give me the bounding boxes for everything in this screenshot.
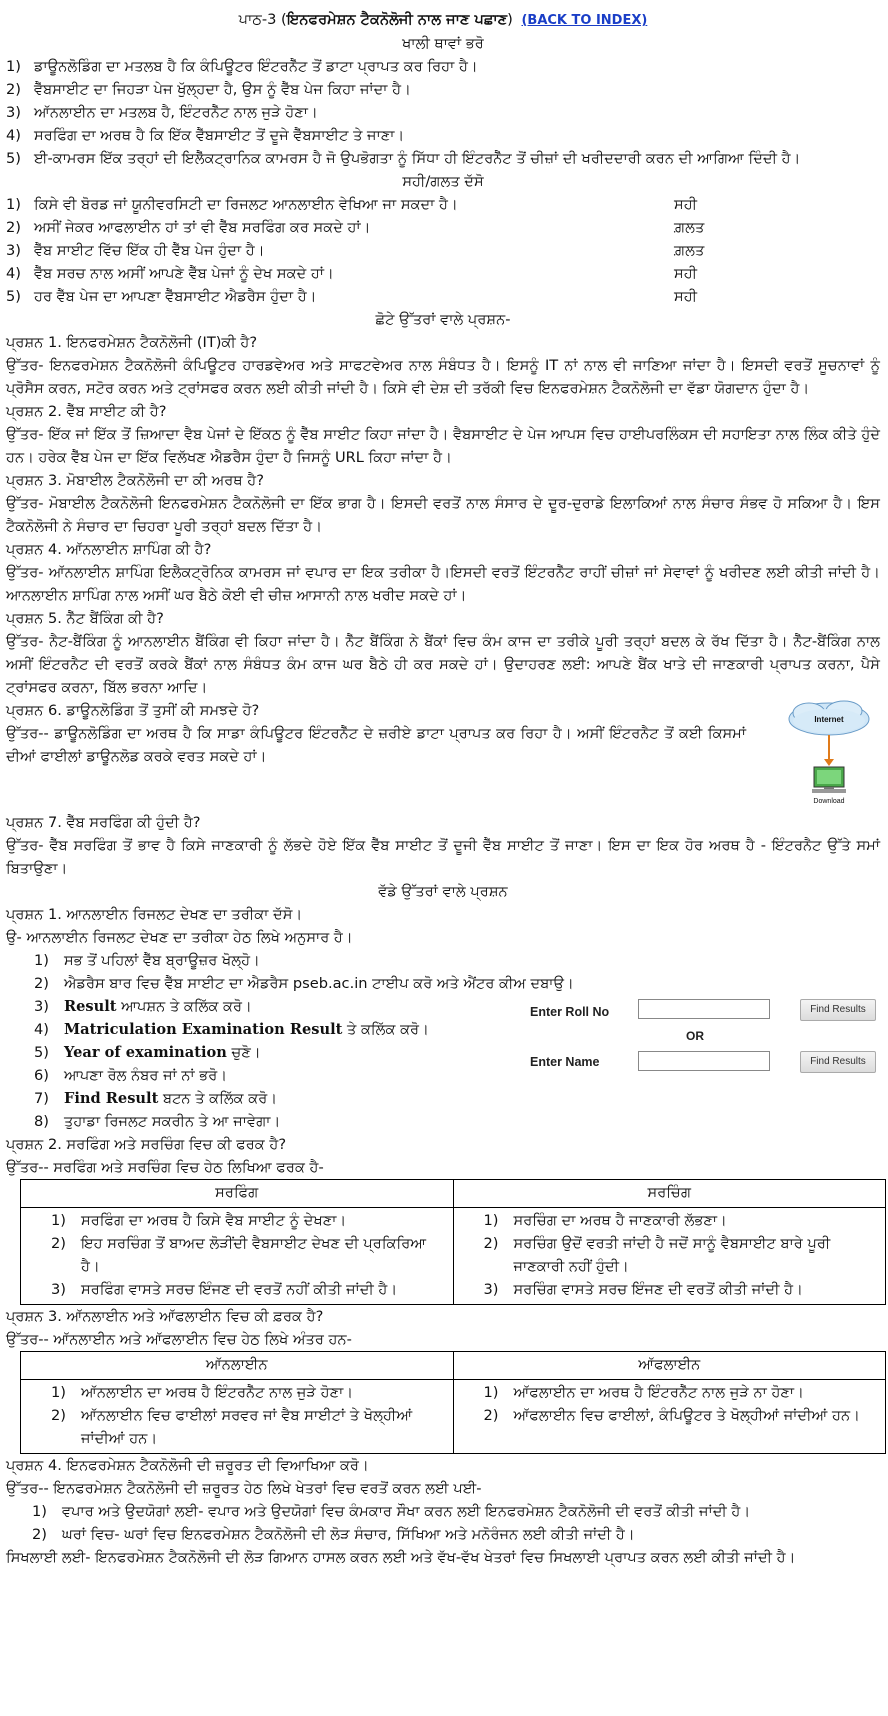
answer: ਸਿਖਲਾਈ ਲਈ- ਇਨਫਰਮੇਸ਼ਨ ਟੈਕਨੋਲੋਜੀ ਦੀ ਲੋੜ ਗਿਆਨ ਹਾਸਲ ਕਰਨ ਲਈ ਅਤੇ ਵੱਖ-ਵੱਖ ਖੇਤਰਾਂ ਵਿਚ ਸਿਖਲਾਈ ਪ੍ਰਾਪਤ ਕਰਨ ਲਈ ਕੀਤੀ ਜਾਂਦੀ ਹੈ।: [6, 1549, 796, 1566]
item-text: ਡਾਊਨਲੋਡਿੰਗ ਦਾ ਮਤਲਬ ਹੈ ਕਿ ਕੰਪਿਊਟਰ ਇੰਟਰਨੈੱਟ ਤੋਂ ਡਾਟਾ ਪ੍ਰਾਪਤ ਕਰ ਰਿਹਾ ਹੈ।: [34, 58, 478, 75]
item-number: 2): [32, 1526, 47, 1543]
list-item: [6, 285, 880, 308]
item-text: ਘਰਾਂ ਵਿਚ- ਘਰਾਂ ਵਿਚ ਇਨਫਰਮੇਸ਼ਨ ਟੈਕਨੋਲੋਜੀ ਦੀ ਲੋੜ ਸੰਚਾਰ, ਸਿੱਖਿਆ ਅਤੇ ਮਨੋਰੰਜਨ ਲਈ ਕੀਤੀ ਜਾਂਦੀ ਹੈ।: [62, 1526, 635, 1543]
computer-icon: [812, 767, 846, 793]
true-false-heading: ਸਹੀ/ਗਲਤ ਦੱਸੋ: [402, 173, 484, 190]
item-answer: ਸਹੀ: [674, 196, 698, 213]
fill-blanks-heading: ਖਾਲੀ ਥਾਵਾਂ ਭਰੋ: [402, 35, 484, 52]
item-number: 1): [32, 1503, 47, 1520]
question: ਪ੍ਰਸ਼ਨ 3. ਮੋਬਾਈਲ ਟੈਕਨੋਲੋਜੀ ਦਾ ਕੀ ਅਰਥ ਹੈ?: [6, 472, 264, 489]
item-text: ਤੁਹਾਡਾ ਰਿਜਲਟ ਸਕਰੀਨ ਤੇ ਆ ਜਾਵੇਗਾ।: [64, 1113, 281, 1130]
item-english: Year of examination: [64, 1044, 227, 1061]
table-cell: [21, 1380, 454, 1454]
item-text: ਆਪਸ਼ਨ ਤੇ ਕਲਿੱਕ ਕਰੋ।: [116, 998, 252, 1015]
answer: ਉੱਤਰ- ਇੱਕ ਜਾਂ ਇੱਕ ਤੋਂ ਜ਼ਿਆਦਾ ਵੈਬ ਪੇਜਾਂ ਦੇ ਇੱਕਠ ਨੂੰ ਵੈੱਬ ਸਾਈਟ ਕਿਹਾ ਜਾਂਦਾ ਹੈ। ਵੈਬਸਾਈਟ ਦੇ ਪੇਜ ਆਪਸ ਵਿਚ ਹਾਈਪਰਲਿੰਕਸ ਦੀ ਸਹਾਇਤਾ ਨਾਲ ਲਿੰਕ ਕੀਤੇ ਹੁੰਦੇ ਹਨ। ਹਰੇਕ ਵੈੱਬ ਪੇਜ ਦਾ ਇੱਕ ਵਿਲੱਖਣ ਐਡਰੈਸ ਹੁੰਦਾ ਹੈ ਜਿਸਨੂੰ URL ਕਿਹਾ ਜਾਂਦਾ ਹੈ।: [6, 426, 880, 466]
item-text: ਆੱਨਲਾਈਨ ਦਾ ਮਤਲਬ ਹੈ, ਇੰਟਰਨੈੱਟ ਨਾਲ ਜੁੜੇ ਹੋਣਾ।: [34, 104, 318, 121]
item-text: ਸਰਫਿੰਗ ਦਾ ਅਰਥ ਹੈ ਕਿਸੇ ਵੈਬ ਸਾਈਟ ਨੂੰ ਦੇਖਣਾ।: [81, 1212, 347, 1229]
list-item: [484, 1404, 882, 1427]
item-text: ਸਰਫਿੰਗ ਦਾ ਅਰਥ ਹੈ ਕਿ ਇੱਕ ਵੈੱਬਸਾਈਟ ਤੋਂ ਦੂਜੇ ਵੈੱਬਸਾਈਟ ਤੇ ਜਾਣਾ।: [34, 127, 405, 144]
item-text: ਬਟਨ ਤੇ ਕਲਿੱਕ ਕਰੋ।: [158, 1090, 278, 1107]
list-item: [34, 972, 880, 995]
list-item: [6, 124, 880, 147]
item-text: ਸਰਚਿੰਗ ਵਾਸਤੇ ਸਰਚ ਇੰਜਣ ਦੀ ਵਰਤੋਂ ਕੀਤੀ ਜਾਂਦੀ ਹੈ।: [513, 1281, 803, 1298]
question: ਪ੍ਰਸ਼ਨ 2. ਵੈੱਬ ਸਾਈਟ ਕੀ ਹੈ?: [6, 403, 167, 420]
item-text: ਆੱਨਲਾਈਨ ਵਿਚ ਫਾਈਲਾਂ ਸਰਵਰ ਜਾਂ ਵੈਬ ਸਾਈਟਾਂ ਤੇ ਖੋਲ੍ਹੀਆਂ ਜਾਂਦੀਆਂ ਹਨ।: [81, 1407, 413, 1447]
name-label: Enter Name: [530, 1055, 600, 1069]
title-prefix: ਪਾਠ-3 (: [238, 11, 287, 28]
question: ਪ੍ਰਸ਼ਨ 4. ਆੱਨਲਾਈਨ ਸ਼ਾਪਿੰਗ ਕੀ ਹੈ?: [6, 541, 212, 558]
item-number: 6): [34, 1067, 49, 1084]
question: ਪ੍ਰਸ਼ਨ 6. ਡਾਊਨਲੋਡਿੰਗ ਤੋਂ ਤੁਸੀਂ ਕੀ ਸਮਝਦੇ ਹੋ?: [6, 702, 260, 719]
answer: ਉੱਤਰ-- ਇਨਫਰਮੇਸ਼ਨ ਟੈਕਨੋਲੋਜੀ ਦੀ ਜ਼ਰੂਰਤ ਹੇਠ ਲਿਖੇ ਖੇਤਰਾਂ ਵਿਚ ਵਰਤੋਂ ਕਰਨ ਲਈ ਪਈ-: [6, 1480, 482, 1497]
item-number: 4): [6, 265, 21, 282]
true-false-list: [6, 193, 880, 308]
item-number: 2): [6, 219, 21, 236]
list-item: [484, 1209, 882, 1232]
title-suffix: ): [507, 11, 513, 28]
answer: ਉੱਤਰ- ਨੈਟ-ਬੈਂਕਿੰਗ ਨੂੰ ਆਨਲਾਈਨ ਬੈਂਕਿੰਗ ਵੀ ਕਿਹਾ ਜਾਂਦਾ ਹੈ। ਨੈੱਟ ਬੈਂਕਿੰਗ ਨੇ ਬੈਂਕਾਂ ਵਿਚ ਕੰਮ ਕਾਜ ਦਾ ਤਰੀਕੇ ਪੂਰੀ ਤਰ੍ਹਾਂ ਬਦਲ ਕੇ ਰੱਖ ਦਿੱਤਾ ਹੈ। ਨੈੱਟ-ਬੈਂਕਿੰਗ ਨਾਲ ਅਸੀਂ ਇੰਟਰਨੈਟ ਦੀ ਵਰਤੋਂ ਕਰਕੇ ਬੈਂਕਾਂ ਨਾਲ ਸੰਬੰਧਤ ਕੰਮ ਕਾਜ ਘਰ ਬੈਠੇ ਹੀ ਕਰ ਸਕਦੇ ਹਾਂ। ਉਦਾਹਰਣ ਲਈ: ਆਪਣੇ ਬੈਂਕ ਖਾਤੇ ਦੀ ਜਾਣਕਾਰੀ ਪ੍ਰਾਪਤ ਕਰਨਾ, ਪੈਸੇ ਟ੍ਰਾਂਸਫਰ ਕਰਨਾ, ਬਿੱਲ ਭਰਨਾ ਆਦਿ।: [6, 633, 880, 696]
item-text: ਸਰਚਿੰਗ ਉਦੋਂ ਵਰਤੀ ਜਾਂਦੀ ਹੈ ਜਦੋਂ ਸਾਨੂੰ ਵੈਬਸਾਈਟ ਬਾਰੇ ਪੂਰੀ ਜਾਣਕਾਰੀ ਨਹੀਂ ਹੁੰਦੀ।: [513, 1235, 831, 1275]
item-number: 1): [6, 196, 21, 213]
list-item: [6, 101, 880, 124]
item-text: ਆੱਫਲਾਈਨ ਵਿਚ ਫਾਈਲਾਂ, ਕੰਪਿਊਟਰ ਤੇ ਖੋਲ੍ਹੀਆਂ ਜਾਂਦੀਆਂ ਹਨ।: [513, 1407, 860, 1424]
item-text: ਆੱਨਲਾਈਨ ਦਾ ਅਰਥ ਹੈ ਇੰਟਰਨੈੱਟ ਨਾਲ ਜੁੜੇ ਹੋਣਾ।: [81, 1384, 354, 1401]
list-item: [6, 55, 880, 78]
fill-blanks-list: [6, 55, 880, 170]
list-item: [6, 239, 880, 262]
list-item: [484, 1232, 882, 1278]
item-answer: ਸਹੀ: [674, 288, 698, 305]
or-label: OR: [686, 1029, 704, 1043]
answer: ਉੱਤਰ- ਵੈੱਬ ਸਰਫਿੰਗ ਤੋਂ ਭਾਵ ਹੈ ਕਿਸੇ ਜਾਣਕਾਰੀ ਨੂੰ ਲੱਭਦੇ ਹੋਏ ਇੱਕ ਵੈੱਬ ਸਾਈਟ ਤੋਂ ਦੂਜੀ ਵੈੱਬ ਸਾਈਟ ਤੋਂ ਜਾਣਾ। ਇਸ ਦਾ ਇਕ ਹੋਰ ਅਰਥ ਹੈ - ਇੰਟਰਨੈਟ ਉੱਤੇ ਸਮਾਂ ਬਿਤਾਉਣਾ।: [6, 837, 881, 877]
list-item: [6, 147, 880, 170]
item-number: 2): [51, 1235, 66, 1252]
answer: ਉੱਤਰ-- ਆੱਨਲਾਈਨ ਅਤੇ ਆੱਫਲਾਈਨ ਵਿਚ ਹੇਠ ਲਿਖੇ ਅੰਤਰ ਹਨ-: [6, 1331, 352, 1348]
item-answer: ਗ਼ਲਤ: [674, 219, 705, 236]
table-header: ਸਰਫਿੰਗ: [21, 1180, 454, 1208]
list-item: [6, 262, 880, 285]
list-item: [51, 1209, 449, 1232]
item-number: 3): [6, 104, 21, 121]
internet-label: Internet: [814, 715, 844, 724]
list-item: [51, 1404, 449, 1450]
table-header: ਆੱਫਲਾਈਨ: [453, 1352, 886, 1380]
online-offline-table: [20, 1351, 886, 1454]
item-text: ਸਰਫਿੰਗ ਵਾਸਤੇ ਸਰਚ ਇੰਜਣ ਦੀ ਵਰਤੋਂ ਨਹੀਂ ਕੀਤੀ ਜਾਂਦੀ ਹੈ।: [81, 1281, 398, 1298]
internet-download-illustration: [784, 699, 874, 807]
list-item: [32, 1523, 880, 1546]
item-number: 5): [6, 150, 21, 167]
list-item: [51, 1232, 449, 1278]
answer: ਉੱਤਰ- ਮੋਬਾਈਲ ਟੈਕਨੋਲੋਜੀ ਇਨਫਰਮੇਸ਼ਨ ਟੈਕਨੋਲੋਜੀ ਦਾ ਇੱਕ ਭਾਗ ਹੈ। ਇਸਦੀ ਵਰਤੋਂ ਨਾਲ ਸੰਸਾਰ ਦੇ ਦੂਰ-ਦੁਰਾਡੇ ਇਲਾਕਿਆਂ ਨਾਲ ਸੰਚਾਰ ਸੰਭਵ ਹੋ ਸਕਿਆ ਹੈ। ਇਸ ਟੈਕਨੋਲੋਜੀ ਨੇ ਸੰਚਾਰ ਦਾ ਚਿਹਰਾ ਪੂਰੀ ਤਰ੍ਹਾਂ ਬਦਲ ਦਿੱਤਾ ਹੈ।: [6, 495, 880, 535]
item-number: 1): [51, 1212, 66, 1229]
question: ਪ੍ਰਸ਼ਨ 1. ਆਨਲਾਈਨ ਰਿਜਲਟ ਦੇਖਣ ਦਾ ਤਰੀਕਾ ਦੱਸੋ।: [6, 906, 303, 923]
item-english: Result: [64, 998, 117, 1015]
item-number: 3): [34, 998, 49, 1015]
name-input[interactable]: [638, 1051, 770, 1071]
find-results-button[interactable]: Find Results: [800, 1051, 876, 1073]
list-item: [51, 1278, 449, 1301]
answer: ਉੱਤਰ-- ਸਰਫਿੰਗ ਅਤੇ ਸਰਚਿੰਗ ਵਿਚ ਹੇਠ ਲਿਖਿਆ ਫਰਕ ਹੈ-: [6, 1159, 324, 1176]
table-header: ਸਰਚਿੰਗ: [453, 1180, 886, 1208]
item-text: ਵਪਾਰ ਅਤੇ ਉਦਯੋਗਾਂ ਲਈ- ਵਪਾਰ ਅਤੇ ਉਦਯੋਗਾਂ ਵਿਚ ਕੰਮਕਾਰ ਸੌਖਾ ਕਰਨ ਲਈ ਇਨਫਰਮੇਸ਼ਨ ਟੈਕਨੋਲੋਜੀ ਦੀ ਵਰਤੋਂ ਕੀਤੀ ਜਾਂਦੀ ਹੈ।: [62, 1503, 751, 1520]
item-number: 3): [483, 1281, 499, 1298]
answer: ਉੱਤਰ- ਇਨਫਰਮੇਸ਼ਨ ਟੈਕਨੋਲੋਜੀ ਕੰਪਿਊਟਰ ਹਾਰਡਵੇਅਰ ਅਤੇ ਸਾਫਟਵੇਅਰ ਨਾਲ ਸੰਬੰਧਤ ਹੈ। ਇਸਨੂੰ IT ਨਾਂ ਨਾਲ ਵੀ ਜਾਣਿਆ ਜਾਂਦਾ ਹੈ। ਇਸਦੀ ਵਰਤੋਂ ਸੂਚਨਾਵਾਂ ਨੂੰ ਪ੍ਰੋਸੈਸ ਕਰਨ, ਸਟੋਰ ਕਰਨ ਅਤੇ ਟ੍ਰਾਂਸਫਰ ਕਰਨ ਲਈ ਕੀਤੀ ਜਾਂਦੀ ਹੈ। ਕਿਸੇ ਵੀ ਦੇਸ਼ ਦੀ ਤਰੱਕੀ ਵਿਚ ਇਨਫਰਮੇਸ਼ਨ ਟੈਕਨੋਲੋਜੀ ਦਾ ਵੱਡਾ ਯੋਗਦਾਨ ਹੁੰਦਾ ਹੈ।: [6, 357, 880, 397]
answer: ਉੱਤਰ-- ਡਾਊਨਲੋਡਿੰਗ ਦਾ ਅਰਥ ਹੈ ਕਿ ਸਾਡਾ ਕੰਪਿਊਟਰ ਇੰਟਰਨੈੱਟ ਦੇ ਜ਼ਰੀਏ ਡਾਟਾ ਪ੍ਰਾਪਤ ਕਰ ਰਿਹਾ ਹੈ। ਅਸੀਂ ਇੰਟਰਨੈਟ ਤੋਂ ਕਈ ਕਿਸਮਾਂ ਦੀਆਂ ਫਾਈਲਾਂ ਡਾਊਨਲੋਡ ਕਰਕੇ ਵਰਤ ਸਕਦੇ ਹਾਂ।: [6, 725, 746, 765]
item-number: 2): [483, 1235, 499, 1252]
back-to-index-link[interactable]: (BACK TO INDEX): [521, 13, 648, 28]
answer: ਉੱਤਰ- ਆੱਨਲਾਈਨ ਸ਼ਾਪਿੰਗ ਇਲੈਕਟ੍ਰੋਨਿਕ ਕਾਮਰਸ ਜਾਂ ਵਪਾਰ ਦਾ ਇਕ ਤਰੀਕਾ ਹੈ।ਇਸਦੀ ਵਰਤੋਂ ਇੰਟਰਨੈੱਟ ਰਾਹੀਂ ਚੀਜ਼ਾਂ ਜਾਂ ਸੇਵਾਵਾਂ ਨੂੰ ਖਰੀਦਣ ਲਈ ਕੀਤੀ ਜਾਂਦੀ ਹੈ। ਆਨਲਾਈਨ ਸ਼ਾਪਿੰਗ ਨਾਲ ਅਸੀਂ ਘਰ ਬੈਠੇ ਕੋਈ ਵੀ ਚੀਜ਼ ਆਸਾਨੀ ਨਾਲ ਖਰੀਦ ਸਕਦੇ ਹਾਂ।: [6, 564, 880, 604]
item-number: 2): [51, 1407, 66, 1424]
item-number: 3): [6, 242, 21, 259]
list-item: [34, 949, 880, 972]
item-text: ਹਰ ਵੈੱਬ ਪੇਜ ਦਾ ਆਪਣਾ ਵੈੱਬਸਾਈਟ ਐਡਰੈਸ ਹੁੰਦਾ ਹੈ।: [34, 288, 317, 305]
question: ਪ੍ਰਸ਼ਨ 4. ਇਨਫਰਮੇਸ਼ਨ ਟੈਕਨੋਲੋਜੀ ਦੀ ਜ਼ਰੂਰਤ ਦੀ ਵਿਆਖਿਆ ਕਰੋ।: [6, 1457, 369, 1474]
item-english: Find Result: [64, 1090, 159, 1107]
list-item: [6, 193, 880, 216]
list-item: [32, 1500, 880, 1523]
question: ਪ੍ਰਸ਼ਨ 7. ਵੈੱਬ ਸਰਫਿੰਗ ਕੀ ਹੁੰਦੀ ਹੈ?: [6, 814, 201, 831]
item-text: ਸਭ ਤੋਂ ਪਹਿਲਾਂ ਵੈੱਬ ਬ੍ਰਾਊਜ਼ਰ ਖੋਲ੍ਹੋ।: [64, 952, 260, 969]
list-item: [51, 1381, 449, 1404]
question: ਪ੍ਰਸ਼ਨ 2. ਸਰਫਿੰਗ ਅਤੇ ਸਰਚਿੰਗ ਵਿਚ ਕੀ ਫਰਕ ਹੈ?: [6, 1136, 287, 1153]
table-cell: [21, 1208, 454, 1305]
item-answer: ਸਹੀ: [674, 265, 698, 282]
question: ਪ੍ਰਸ਼ਨ 5. ਨੈੱਟ ਬੈਂਕਿੰਗ ਕੀ ਹੈ?: [6, 610, 164, 627]
list-item: [34, 1110, 880, 1133]
short-qa-heading: ਛੋਟੇ ਉੱਤਰਾਂ ਵਾਲੇ ਪ੍ਰਸ਼ਨ-: [375, 311, 511, 328]
roll-no-input[interactable]: [638, 999, 770, 1019]
item-number: 5): [34, 1044, 49, 1061]
item-number: 1): [483, 1384, 499, 1401]
list-item: [6, 78, 880, 101]
item-text: ਵੈੱਬ ਸਾਈਟ ਵਿੱਚ ਇੱਕ ਹੀ ਵੈੱਬ ਪੇਜ ਹੁੰਦਾ ਹੈ।: [34, 242, 265, 259]
table-cell: [453, 1208, 886, 1305]
item-number: 7): [34, 1090, 49, 1107]
find-results-button[interactable]: Find Results: [800, 999, 876, 1021]
item-number: 2): [483, 1407, 499, 1424]
item-number: 8): [34, 1113, 49, 1130]
item-text: ਈ-ਕਾਮਰਸ ਇੱਕ ਤਰ੍ਹਾਂ ਦੀ ਇਲੈੱਕਟ੍ਰਾਨਿਕ ਕਾਮਰਸ ਹੈ ਜੋ ਉਪਭੋਗਤਾ ਨੂੰ ਸਿੱਧਾ ਹੀ ਇੰਟਰਨੈੱਟ ਤੋਂ ਚੀਜ਼ਾਂ ਦੀ ਖਰੀਦਦਾਰੀ ਕਰਨ ਦੀ ਆਗਿਆ ਦਿੰਦੀ ਹੈ।: [34, 150, 801, 167]
result-steps-section: [6, 949, 880, 1133]
item-text: ਵੈੱਬ ਸਰਚ ਨਾਲ ਅਸੀਂ ਆਪਣੇ ਵੈੱਬ ਪੇਜਾਂ ਨੂੰ ਦੇਖ ਸਕਦੇ ਹਾਂ।: [34, 265, 334, 282]
result-form-illustration: [526, 997, 876, 1097]
title-text: ਇਨਫਰਮੇਸ਼ਨ ਟੈਕਨੋਲੋਜੀ ਨਾਲ ਜਾਣ ਪਛਾਣ: [286, 11, 508, 28]
it-needs-list: [6, 1500, 880, 1546]
item-text: ਐਡਰੈਸ ਬਾਰ ਵਿਚ ਵੈੱਬ ਸਾਈਟ ਦਾ ਐਡਰੈਸ pseb.ac.in ਟਾਈਪ ਕਰੋ ਅਤੇ ਐਂਟਰ ਕੀਅ ਦਬਾਉ।: [64, 975, 574, 992]
list-item: [484, 1381, 882, 1404]
list-item: [6, 216, 880, 239]
question: ਪ੍ਰਸ਼ਨ 3. ਆੱਨਲਾਈਨ ਅਤੇ ਆੱਫਲਾਈਨ ਵਿਚ ਕੀ ਫ਼ਰਕ ਹੈ?: [6, 1308, 324, 1325]
chapter-title: [6, 8, 880, 32]
download-label: Download: [813, 798, 845, 805]
item-text: ਕਿਸੇ ਵੀ ਬੋਰਡ ਜਾਂ ਯੂਨੀਵਰਸਿਟੀ ਦਾ ਰਿਜਲਟ ਆਨਲਾਈਨ ਵੇਖਿਆ ਜਾ ਸਕਦਾ ਹੈ।: [34, 196, 458, 213]
table-cell: [453, 1380, 886, 1454]
list-item: [484, 1278, 882, 1301]
surfing-searching-table: [20, 1179, 886, 1305]
item-text: ਤੇ ਕਲਿੱਕ ਕਰੋ।: [342, 1021, 429, 1038]
item-text: ਸਰਚਿੰਗ ਦਾ ਅਰਥ ਹੈ ਜਾਣਕਾਰੀ ਲੱਭਣਾ।: [513, 1212, 727, 1229]
item-number: 4): [6, 127, 21, 144]
item-text: ਇਹ ਸਰਚਿੰਗ ਤੋਂ ਬਾਅਦ ਲੋੜੀਂਦੀ ਵੈਬਸਾਈਟ ਦੇਖਣ ਦੀ ਪ੍ਰਕਿਰਿਆ ਹੈ।: [81, 1235, 427, 1275]
item-number: 3): [51, 1281, 66, 1298]
item-text: ਆੱਫਲਾਈਨ ਦਾ ਅਰਥ ਹੈ ਇੰਟਰਨੈੱਟ ਨਾਲ ਜੁੜੇ ਨਾ ਹੋਣਾ।: [513, 1384, 804, 1401]
item-number: 1): [51, 1384, 66, 1401]
item-english: Matriculation Examination Result: [64, 1021, 343, 1038]
roll-no-label: Enter Roll No: [530, 1005, 610, 1019]
long-qa-heading: ਵੱਡੇ ਉੱਤਰਾਂ ਵਾਲੇ ਪ੍ਰਸ਼ਨ: [378, 883, 508, 900]
item-text: ਅਸੀਂ ਜੇਕਰ ਆਫਲਾਈਨ ਹਾਂ ਤਾਂ ਵੀ ਵੈੱਬ ਸਰਫਿੰਗ ਕਰ ਸਕਦੇ ਹਾਂ।: [34, 219, 371, 236]
item-number: 1): [34, 952, 49, 969]
answer: ਉ- ਆਨਲਾਈਨ ਰਿਜਲਟ ਦੇਖਣ ਦਾ ਤਰੀਕਾ ਹੇਠ ਲਿਖੇ ਅਨੁਸਾਰ ਹੈ।: [6, 929, 353, 946]
item-number: 4): [34, 1021, 49, 1038]
table-header: ਆੱਨਲਾਈਨ: [21, 1352, 454, 1380]
item-text: ਵੈੱਬਸਾਈਟ ਦਾ ਜਿਹੜਾ ਪੇਜ ਖੁੱਲ੍ਹਦਾ ਹੈ, ਉਸ ਨੂੰ ਵੈੱਬ ਪੇਜ ਕਿਹਾ ਜਾਂਦਾ ਹੈ।: [34, 81, 411, 98]
item-number: 5): [6, 288, 21, 305]
arrow-down-icon: [824, 735, 834, 766]
item-number: 2): [34, 975, 49, 992]
item-text: ਚੁਣੋ।: [226, 1044, 261, 1061]
item-number: 2): [6, 81, 21, 98]
download-section: [6, 699, 880, 811]
item-answer: ਗ਼ਲਤ: [674, 242, 705, 259]
item-number: 1): [483, 1212, 499, 1229]
item-text: ਆਪਣਾ ਰੋਲ ਨੰਬਰ ਜਾਂ ਨਾਂ ਭਰੋ।: [64, 1067, 228, 1084]
question: ਪ੍ਰਸ਼ਨ 1. ਇਨਫਰਮੇਸ਼ਨ ਟੈਕਨੋਲੋਜੀ (IT)ਕੀ ਹੈ?: [6, 334, 258, 351]
item-number: 1): [6, 58, 21, 75]
